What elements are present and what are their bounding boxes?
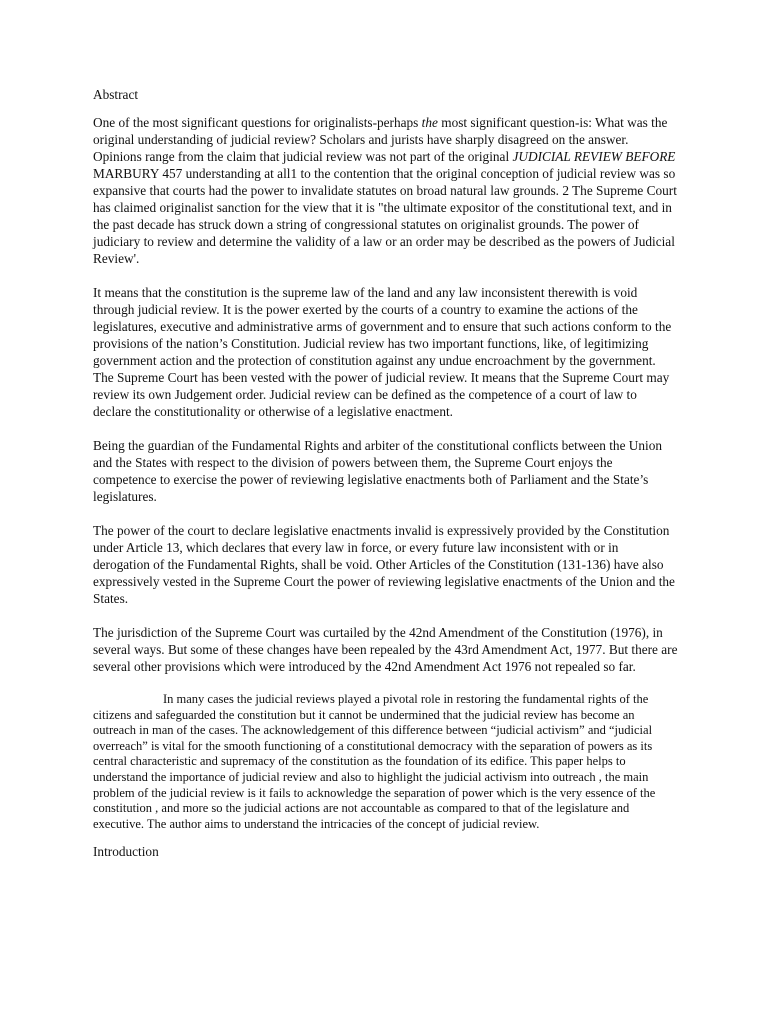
abstract-heading: Abstract (93, 87, 139, 102)
abstract-text-part-3: MARBURY 457 understanding at all1 to the contention that the original conception of judicial review was so expansive that courts had the power to invalidate statutes on broad natural law grounds. 2 The Supreme Court has claimed originalist sanction for the view that it is "the ultimate expositor of the constitutional text, and in the past decade has struck down a string of congressional statutes on originalist grounds. The power of judiciary to review and determine the validity of a law or an order may be described as the powers of Judicial Review'. (93, 166, 677, 266)
paragraph-42nd-amendment: The jurisdiction of the Supreme Court was curtailed by the 42nd Amendment of the Constitution (1976), in several ways. But some of these changes have been repealed by the 43rd Amendment Act, 1977. But there are several other provisions which were introduced by the 42nd Amendment Act 1976 not repealed so far. (93, 625, 678, 674)
paragraph-article-13: The power of the court to declare legislative enactments invalid is expressively provided by the Constitution under Article 13, which declares that every law in force, or every future law inconsistent with or in derogation of the Fundamental Rights, shall be void. Other Articles of the Constitution (131-136) have also expressively vested in the Supreme Court the power of reviewing legislative enactments of the Union and the States. (93, 523, 675, 606)
abstract-emphasis-judicial-review-before: JUDICIAL REVIEW BEFORE (512, 149, 676, 164)
spacer (93, 103, 678, 114)
spacer (93, 607, 678, 624)
paragraph-guardian-of-rights: Being the guardian of the Fundamental Rights and arbiter of the constitutional conflicts between the Union and the States with respect to the division of powers between them, the Supreme Court enjoys the competence to exercise the power of reviewing legislative enactments both of Parliament and the State’s legislatures. (93, 438, 663, 504)
abstract-text-part-2: most significant question-is: What was the original understanding of judicial review? Scholars and jurists have sharply disagreed on the answer. Opinions range from the claim that judicial review was not part of the original (93, 115, 668, 164)
spacer (93, 675, 678, 692)
document-page (93, 86, 678, 860)
paragraph-constitution-supreme-law: It means that the constitution is the supreme law of the land and any law inconsistent therewith is void through judicial review. It is the power exerted by the courts of a country to examine the actions of the legislatures, executive and administrative arms of government and to ensure that such actions conform to the provisions of the nation’s Constitution. Judicial review has two important functions, like, of legitimizing government action and the protection of constitution against any undue encroachment by the government. The Supreme Court has been vested with the power of judicial review. It means that the Supreme Court may review its own Judgement order. Judicial review can be defined as the competence of a court of law to declare the constitutionality or otherwise of a legislative enactment. (93, 285, 672, 419)
spacer (93, 420, 678, 437)
introduction-heading: Introduction (93, 844, 159, 860)
abstract-text-part-1: One of the most significant questions for originalists-perhaps (93, 115, 422, 130)
spacer (93, 505, 678, 522)
spacer (93, 267, 678, 284)
abstract-paragraph (93, 114, 678, 267)
abstract-emphasis-the: the (421, 115, 438, 130)
paragraph-pivotal-role: In many cases the judicial reviews played a pivotal role in restoring the fundamental rights of the citizens and safeguarded the constitution but it cannot be undermined that the judicial review has become an outreach in man of the cases. The acknowledgement of this difference between “judicial activism” and “judicial overreach” is vital for the smooth functioning of a constitutional democracy with the separation of powers as its central characteristic and supremacy of the constitution as the foundation of its edifice. This paper helps to understand the importance of judicial review and also to highlight the judicial activism into outreach , the main problem of the judicial review is it fails to acknowledge the separation of power which is the very essence of the constitution , and more so the judicial actions are not accountable as compared to that of the legislature and executive. The author aims to understand the intricacies of the concept of judicial review. (93, 692, 656, 831)
spacer (93, 832, 678, 843)
